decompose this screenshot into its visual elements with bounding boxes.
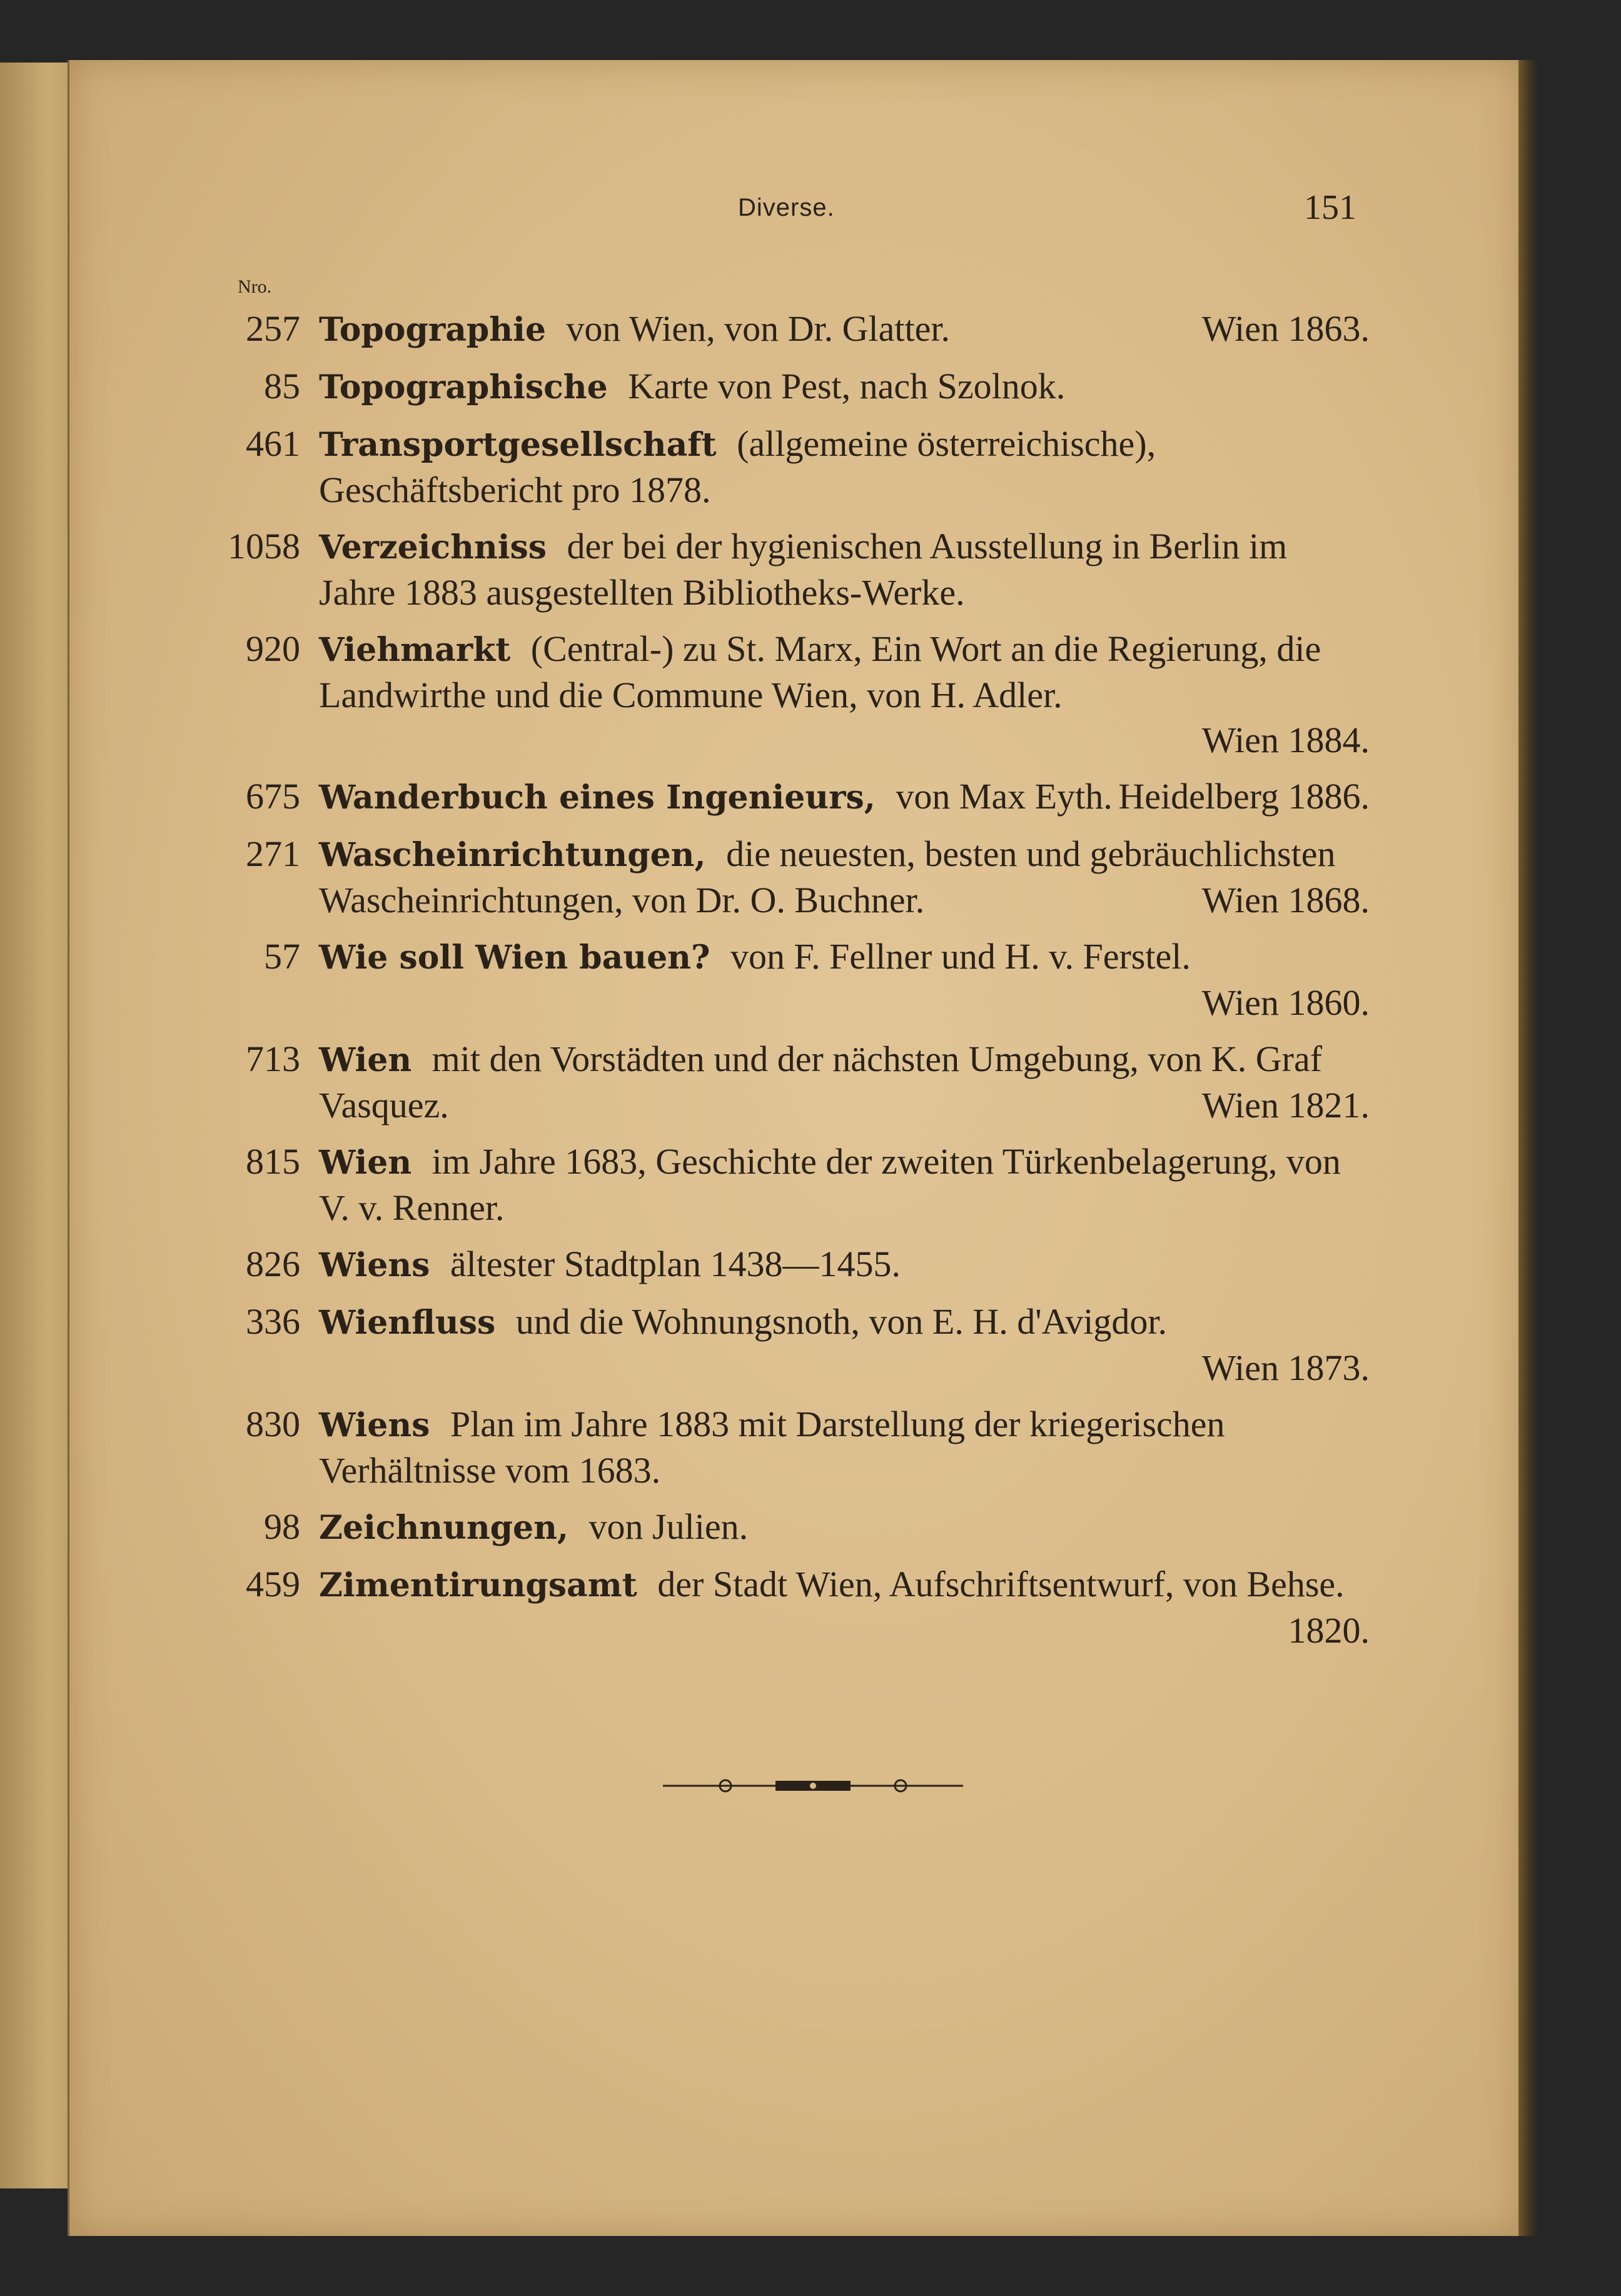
entry-description: (allgemeine österreichische), Geschäftsbericht pro 1878. — [319, 423, 1156, 510]
nro-column-label: Nro. — [238, 276, 272, 297]
entry-number: 459 — [246, 1564, 300, 1604]
entry-description: ältester Stadtplan 1438—1455. — [450, 1244, 901, 1284]
catalog-entry — [206, 524, 1370, 615]
entry-title: Wien — [319, 1041, 412, 1079]
entry-number: 85 — [264, 366, 300, 406]
entry-title: Viehmarkt — [319, 631, 511, 669]
catalog-entry — [206, 1139, 1370, 1231]
entry-number: 713 — [246, 1039, 300, 1079]
entry-title: Topographie — [319, 311, 546, 349]
entry-place-date: Wien 1873. — [1201, 1347, 1370, 1388]
entry-title: Wien — [319, 1144, 412, 1182]
entry-description: (Central-) zu St. Marx, Ein Wort an die Regierung, die Landwirthe und die Commune Wien, von H. Adler. — [319, 628, 1321, 715]
entry-number: 461 — [246, 423, 300, 464]
entry-place-date: Wien 1884. — [1201, 720, 1370, 760]
entry-number: 257 — [246, 308, 300, 349]
entry-number: 830 — [246, 1404, 300, 1444]
entry-place-date: Wien 1863. — [1201, 308, 1370, 349]
catalog-entries — [206, 306, 1370, 1653]
catalog-entry — [206, 774, 1370, 820]
catalog-entry — [206, 1037, 1370, 1128]
catalog-entry — [206, 306, 1370, 353]
entry-number: 920 — [246, 628, 300, 669]
entry-number: 336 — [246, 1301, 300, 1342]
entry-number: 271 — [246, 833, 300, 874]
catalog-entry — [206, 421, 1370, 513]
entry-place-date: Heidelberg 1886. — [1118, 776, 1370, 817]
catalog-entry — [206, 1402, 1370, 1493]
catalog-entry — [206, 934, 1370, 1025]
entry-place-date: Wien 1868. — [1201, 880, 1370, 920]
entry-title: Topographische — [319, 368, 608, 406]
entry-number: 57 — [264, 936, 300, 977]
entry-title: Wie soll Wien bauen? — [319, 939, 710, 977]
entry-title: Wascheinrichtungen, — [319, 836, 706, 874]
entry-description: von Max Eyth. — [896, 776, 1113, 817]
entry-description: Plan im Jahre 1883 mit Darstellung der kriegerischen Verhältnisse vom 1683. — [319, 1404, 1225, 1491]
entry-number: 675 — [246, 776, 300, 817]
entry-number: 98 — [264, 1506, 300, 1547]
entry-description: mit den Vorstädten und der nächsten Umgebung, von K. Graf Vasquez. — [319, 1039, 1323, 1125]
entry-place-date: Wien 1821. — [1201, 1085, 1370, 1125]
page-number: 151 — [1304, 188, 1356, 227]
entry-title: Wiens — [319, 1246, 430, 1284]
catalog-entry — [206, 1504, 1370, 1551]
catalog-entry — [206, 832, 1370, 923]
entry-description: im Jahre 1683, Geschichte der zweiten Türkenbelagerung, von V. v. Renner. — [319, 1141, 1341, 1228]
entry-description: von Wien, von Dr. Glatter. — [566, 308, 950, 349]
entry-title: Zimentirungsamt — [319, 1566, 637, 1604]
entry-description: der Stadt Wien, Aufschriftsentwurf, von Behse. — [657, 1564, 1345, 1604]
entry-description: die neuesten, besten und gebräuchlichsten Wascheinrichtungen, von Dr. O. Buchner. — [319, 833, 1336, 920]
entry-title: Wanderbuch eines Ingenieurs, — [319, 778, 876, 817]
ornament-divider — [663, 1773, 963, 1798]
catalog-entry — [206, 627, 1370, 763]
entry-place-date: 1820. — [1288, 1610, 1370, 1651]
catalog-entry — [206, 1299, 1370, 1391]
catalog-entry — [206, 364, 1370, 410]
running-title: Diverse. — [738, 194, 835, 221]
entry-number: 826 — [246, 1244, 300, 1284]
entry-description: Karte von Pest, nach Szolnok. — [628, 366, 1066, 406]
entry-title: Zeichnungen, — [319, 1509, 569, 1547]
entry-description: von F. Fellner und H. v. Ferstel. — [730, 936, 1191, 977]
entry-description: der bei der hygienischen Ausstellung in Berlin im Jahre 1883 ausgestellten Bibliotheks-Werke. — [319, 526, 1288, 613]
catalog-entry — [206, 1242, 1370, 1288]
entry-place-date: Wien 1860. — [1201, 982, 1370, 1023]
catalog-entry — [206, 1562, 1370, 1651]
entry-title: Verzeichniss — [319, 528, 547, 566]
entry-title: Transportgesellschaft — [319, 426, 717, 464]
entry-number: 815 — [246, 1141, 300, 1182]
entry-title: Wienfluss — [319, 1304, 496, 1342]
entry-description: und die Wohnungsnoth, von E. H. d'Avigdor. — [515, 1301, 1167, 1342]
entry-description: von Julien. — [588, 1506, 749, 1547]
book-spine-edge — [1518, 60, 1538, 2236]
entry-title: Wiens — [319, 1406, 430, 1444]
entry-number: 1058 — [228, 526, 300, 566]
